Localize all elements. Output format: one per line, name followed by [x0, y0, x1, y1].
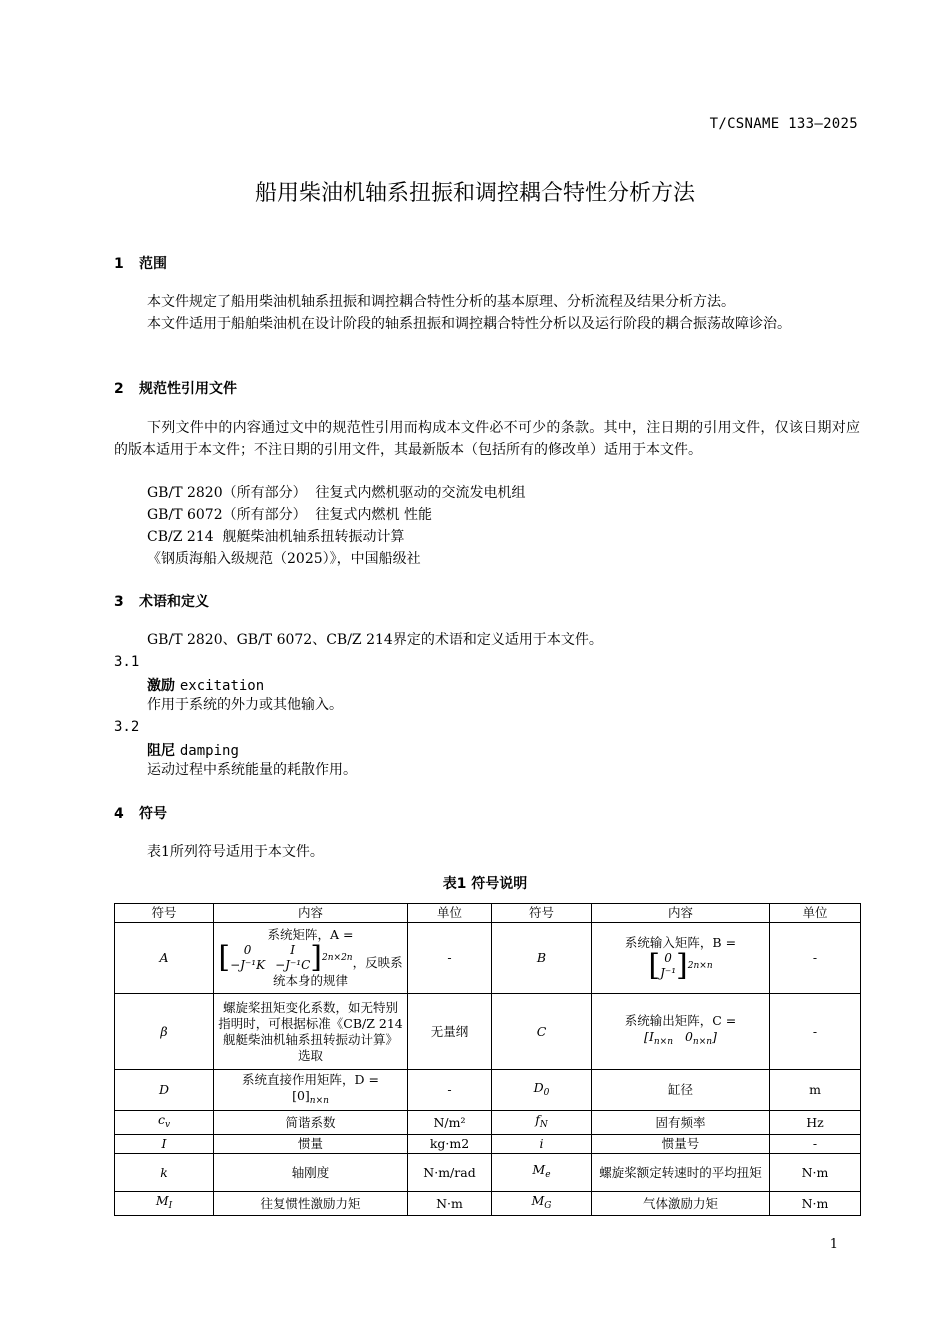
header-unit: 单位 [408, 904, 492, 923]
symbol-cell: C [492, 994, 592, 1070]
symbol-cell: A [115, 923, 214, 994]
unit-cell: m [770, 1070, 861, 1111]
bracket-right: ] [310, 940, 322, 975]
matrix-subscript: n×n [692, 1037, 713, 1047]
page-number: 1 [829, 1237, 838, 1252]
reference-item: 《钢质海船入级规范（2025）》，中国船级社 [147, 551, 421, 567]
symbol-subscript: I [168, 1201, 173, 1211]
symbol-cell [115, 1111, 214, 1135]
content-cell: 固有频率 [592, 1111, 770, 1135]
matrix-entry: 0 [243, 943, 252, 957]
term-english: damping [179, 743, 239, 759]
section-number: 3 [114, 594, 124, 610]
symbol-cell: k [115, 1154, 214, 1192]
symbol-text: M [155, 1193, 169, 1208]
bracket-left: [ [648, 948, 661, 983]
bracket-right: ] [676, 948, 688, 983]
matrix-a [218, 940, 353, 975]
content-cell [214, 923, 408, 994]
table-row [115, 1192, 861, 1216]
unit-cell: - [770, 923, 861, 994]
matrix-entry: I [290, 943, 296, 957]
matrix-grid [660, 951, 676, 981]
term-chinese: 激励 [147, 678, 175, 694]
unit-cell: - [408, 923, 492, 994]
symbol-cell [492, 1070, 592, 1111]
term-number: 3.2 [114, 719, 140, 735]
unit-cell: - [408, 1070, 492, 1111]
table-row [115, 994, 861, 1070]
header-content: 内容 [214, 904, 408, 923]
scope-paragraph-2: 本文件适用于船舶柴油机在设计阶段的轴系扭振和调控耦合特性分析以及运行阶段的耦合振荡故障诊治。 [147, 316, 791, 332]
content-cell: 缸径 [592, 1070, 770, 1111]
unit-cell: N·m [770, 1154, 861, 1192]
symbol-cell: i [492, 1135, 592, 1154]
term-definition: 运动过程中系统能量的耗散作用。 [147, 762, 357, 778]
symbol-cell: β [115, 994, 214, 1070]
matrix-entry: I [648, 1029, 654, 1044]
table-row [115, 1154, 861, 1192]
content-cell [214, 1070, 408, 1111]
term-number: 3.1 [114, 654, 140, 670]
unit-cell: - [770, 1135, 861, 1154]
symbol-text: c [157, 1112, 165, 1127]
symbol-subscript: G [544, 1201, 552, 1211]
table-row [115, 1111, 861, 1135]
term-chinese: 阻尼 [147, 743, 175, 759]
symbols-paragraph: 表1所列符号适用于本文件。 [147, 844, 324, 860]
unit-cell: N/m² [408, 1111, 492, 1135]
unit-cell: N·m [770, 1192, 861, 1216]
content-text: 系统矩阵，A = [267, 927, 354, 942]
symbol-cell: I [115, 1135, 214, 1154]
content-cell: 螺旋桨扭矩变化系数，如无特别指明时，可根据标准《CB/Z 214 舰艇柴油机轴系扭转振动计算》选取 [214, 994, 408, 1070]
matrix-b [648, 948, 713, 983]
table-row [115, 1135, 861, 1154]
symbol-cell [492, 1154, 592, 1192]
header-unit: 单位 [770, 904, 861, 923]
unit-cell: N·m [408, 1192, 492, 1216]
content-cell: 惯量 [214, 1135, 408, 1154]
reference-item: GB/T 6072（所有部分） 往复式内燃机 性能 [147, 507, 432, 523]
matrix-subscript: 2n×n [687, 961, 713, 971]
unit-cell: 无量纲 [408, 994, 492, 1070]
document-title: 船用柴油机轴系扭振和调控耦合特性分析方法 [254, 181, 695, 206]
symbol-subscript: N [539, 1120, 548, 1130]
scope-paragraph-1: 本文件规定了船用柴油机轴系扭振和调控耦合特性分析的基本原理、分析流程及结果分析方法。 [147, 294, 735, 310]
section-number: 4 [114, 806, 124, 822]
matrix-entry: J⁻¹ [660, 966, 677, 980]
header-content: 内容 [592, 904, 770, 923]
term-heading [147, 675, 264, 695]
symbols-table [114, 903, 861, 1216]
section-title: 术语和定义 [139, 594, 209, 610]
content-cell [592, 923, 770, 994]
table-row [115, 923, 861, 994]
content-cell: 简谐系数 [214, 1111, 408, 1135]
term-english: excitation [179, 678, 265, 694]
symbol-text: M [531, 1193, 545, 1208]
unit-cell: N·m/rad [408, 1154, 492, 1192]
content-cell: 轴刚度 [214, 1154, 408, 1192]
content-text: ，反映系统本身的规律 [272, 955, 403, 988]
symbol-cell [492, 1192, 592, 1216]
section-title: 规范性引用文件 [139, 381, 237, 397]
matrix-grid [230, 943, 310, 973]
section-title: 范围 [139, 256, 167, 272]
section-title: 符号 [139, 806, 167, 822]
section-number: 2 [114, 381, 124, 397]
matrix-entry: 0 [684, 1029, 693, 1044]
matrix-entry: [0] [292, 1087, 310, 1103]
table-row [115, 1070, 861, 1111]
matrix-entry: 0 [664, 951, 672, 965]
content-text: 系统直接作用矩阵，D = [242, 1071, 379, 1087]
content-cell [592, 994, 770, 1070]
section-number: 1 [114, 256, 124, 272]
reference-item: CB/Z 214 舰艇柴油机轴系扭转振动计算 [147, 529, 405, 545]
reference-item: GB/T 2820（所有部分） 往复式内燃机驱动的交流发电机组 [147, 485, 526, 501]
matrix-subscript: 2n×2n [322, 953, 353, 963]
unit-cell: - [770, 994, 861, 1070]
section-1-heading [114, 253, 167, 273]
terms-paragraph: GB/T 2820、GB/T 6072、CB/Z 214界定的术语和定义适用于本文件。 [147, 632, 603, 648]
table-header-row [115, 904, 861, 923]
content-cell: 往复惯性激励力矩 [214, 1192, 408, 1216]
term-heading [147, 740, 239, 760]
content-text: 系统输出矩阵，C = [624, 1013, 737, 1028]
matrix-subscript: n×n [309, 1095, 329, 1106]
term-definition: 作用于系统的外力或其他输入。 [147, 697, 343, 713]
symbol-cell: B [492, 923, 592, 994]
table-caption: 表1 符号说明 [442, 876, 528, 892]
symbol-cell [115, 1192, 214, 1216]
symbol-text: D [533, 1079, 544, 1095]
symbol-text: M [532, 1162, 546, 1177]
content-cell: 惯量号 [592, 1135, 770, 1154]
section-2-heading [114, 378, 237, 398]
section-4-heading [114, 803, 167, 823]
symbol-text: f [535, 1112, 540, 1127]
unit-cell: Hz [770, 1111, 861, 1135]
unit-cell: kg·m2 [408, 1135, 492, 1154]
matrix-subscript: n×n [653, 1037, 674, 1047]
matrix-entry: −J⁻¹C [275, 958, 311, 972]
matrix-c: [$I_{n\times n}$ $0_{n\times n}$] [644, 1029, 717, 1047]
symbol-subscript: 0 [543, 1087, 550, 1098]
bracket-left: [ [218, 940, 231, 975]
content-cell: 螺旋桨额定转速时的平均扭矩 [592, 1154, 770, 1192]
content-cell: 气体激励力矩 [592, 1192, 770, 1216]
matrix-entry: −J⁻¹K [230, 958, 266, 972]
symbol-cell [492, 1111, 592, 1135]
document-code: T/CSNAME 133—2025 [709, 116, 858, 132]
symbol-cell: D [115, 1070, 214, 1111]
header-symbol: 符号 [492, 904, 592, 923]
content-text: 系统输入矩阵，B = [624, 935, 737, 950]
section-3-heading [114, 591, 209, 611]
header-symbol: 符号 [115, 904, 214, 923]
symbol-subscript: e [545, 1170, 551, 1180]
references-paragraph: 下列文件中的内容通过文中的规范性引用而构成本文件必不可少的条款。其中，注日期的引用文件，仅该日期对应的版本适用于本文件；不注日期的引用文件，其最新版本（包括所有的修改单）适用于本文件。 [114, 420, 860, 458]
symbol-subscript: v [164, 1120, 171, 1130]
